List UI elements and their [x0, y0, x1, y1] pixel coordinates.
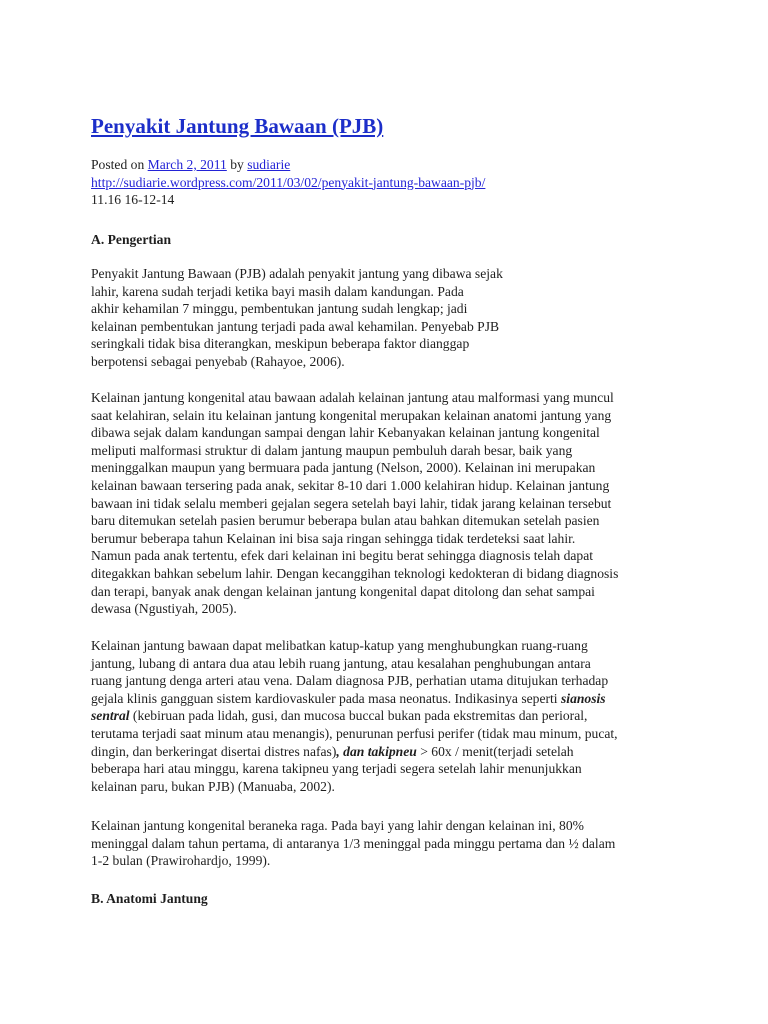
- paragraph-line: seringkali tidak bisa diterangkan, meskipun beberapa faktor dianggap: [91, 336, 470, 352]
- paragraph-line: terutama terjadi saat minum atau menangis), penurunan perfusi perifer (tidak mau minum, pucat,: [91, 725, 618, 741]
- post-title-link[interactable]: Penyakit Jantung Bawaan (PJB): [91, 114, 384, 138]
- paragraph-line: kelainan pembentukan jantung terjadi pada awal kehamilan. Penyebab PJB: [91, 318, 500, 334]
- paragraph-line: ditegakkan bahkan sebelum lahir. Dengan kecanggihan teknologi kedokteran di bidang diagnosis: [91, 565, 619, 581]
- paragraph-line: meninggalkan maupun yang bermuara pada jantung (Nelson, 2000). Kelainan ini merupakan: [91, 460, 596, 476]
- paragraph-line: beberapa hari atau minggu, karena takipneu yang terjadi segera setelah lahir menunjukkan: [91, 761, 582, 777]
- paragraph-line: [91, 743, 618, 761]
- paragraph-line: Penyakit Jantung Bawaan (PJB) adalah penyakit jantung yang dibawa sejak: [91, 266, 503, 281]
- text-run: gejala klinis gangguan sistem kardiovaskuler pada masa neonatus. Indikasinya seperti: [91, 690, 561, 706]
- paragraph-line: kelainan paru, bukan PJB) (Manuaba, 2002).: [91, 778, 335, 794]
- paragraph-line: ruang jantung denga arteri atau vena. Dalam diagnosa PJB, perhatian utama ditujukan terhadap: [91, 673, 609, 689]
- paragraph-line: saat kelahiran, selain itu kelainan jantung kongenital merupakan kelainan anatomi jantung yang: [91, 407, 612, 423]
- section-a-heading: A. Pengertian: [91, 232, 172, 247]
- paragraph-line: dan terapi, banyak anak dengan kelainan jantung kongenital dapat ditolong dan sehat sampai: [91, 583, 595, 599]
- emphasis-takipneu: , dan takipneu: [336, 743, 417, 759]
- paragraph-line: bawaan ini tidak selalu memberi gejalan segera setelah bayi lahir, tidak jarang kelainan tersebut: [91, 495, 612, 511]
- paragraph-3: [91, 637, 618, 795]
- paragraph-line: Namun pada anak tertentu, efek dari kelainan ini begitu berat sehingga diagnosis telah dapat: [91, 548, 594, 564]
- paragraph-line: dewasa (Ngustiyah, 2005).: [91, 601, 237, 617]
- paragraph-line: berumur beberapa tahun Kelainan ini bisa saja ringan sehingga tidak terdeteksi saat lahir.: [91, 530, 576, 546]
- paragraph-line: kelainan bawaan tersering pada anak, sekitar 8-10 dari 1.000 kelahiran hidup. Kelainan jantung: [91, 477, 610, 493]
- paragraph-line: baru ditemukan setelah pasien berumur beberapa bulan atau bahkan ditemukan setelah pasien: [91, 513, 600, 529]
- paragraph-line: jantung, lubang di antara dua atau lebih ruang jantung, atau kesalahan penghubungan antara: [91, 655, 591, 671]
- paragraph-line: lahir, karena sudah terjadi ketika bayi masih dalam kandungan. Pada: [91, 283, 464, 299]
- paragraph-line: berpotensi sebagai penyebab (Rahayoe, 2006).: [91, 353, 345, 369]
- paragraph-line: Kelainan jantung bawaan dapat melibatkan katup-katup yang menghubungkan ruang-ruang: [91, 638, 588, 653]
- paragraph-line: Kelainan jantung kongenital beraneka raga. Pada bayi yang lahir dengan kelainan ini, 80%: [91, 818, 584, 833]
- section-b-heading: B. Anatomi Jantung: [91, 891, 208, 906]
- paragraph-2: [91, 389, 618, 618]
- paragraph-line: Kelainan jantung kongenital atau bawaan adalah kelainan jantung atau malformasi yang muncul: [91, 390, 614, 405]
- paragraph-1: [91, 265, 503, 371]
- author-link[interactable]: sudiarie: [247, 157, 291, 172]
- paragraph-line: meliputi malformasi struktur di dalam jantung maupun pembuluh darah besar, baik yang: [91, 442, 573, 458]
- paragraph-line: dibawa sejak dalam kandungan sampai dengan lahir Kebanyakan kelainan jantung kongenital: [91, 425, 600, 441]
- paragraph-4: [91, 817, 615, 870]
- paragraph-line: [91, 707, 618, 725]
- paragraph-line: akhir kehamilan 7 minggu, pembentukan jantung sudah lengkap; jadi: [91, 301, 468, 317]
- text-run: dingin, dan berkeringat disertai distres nafas): [91, 743, 337, 759]
- posted-line: [91, 156, 731, 174]
- post-meta: [91, 156, 731, 209]
- posted-on-label: Posted on: [91, 157, 145, 172]
- post-date-link[interactable]: March 2, 2011: [147, 157, 227, 172]
- post-timestamp: 11.16 16-12-14: [91, 192, 175, 208]
- paragraph-line: [91, 690, 618, 708]
- post-title: [91, 112, 383, 140]
- emphasis-sianosis: sianosis: [561, 690, 606, 706]
- paragraph-line: meninggal dalam tahun pertama, di antaranya 1/3 meninggal pada minggu pertama dan ½ dalam: [91, 835, 616, 851]
- paragraph-line: 1-2 bulan (Prawirohardjo, 1999).: [91, 853, 271, 869]
- post-url-link[interactable]: http://sudiarie.wordpress.com/2011/03/02/penyakit-jantung-bawaan-pjb/: [91, 174, 486, 190]
- by-label: by: [230, 157, 244, 172]
- text-run: > 60x / menit(terjadi setelah: [416, 743, 574, 759]
- text-run: (kebiruan pada lidah, gusi, dan mucosa buccal bukan pada ekstremitas dan perioral,: [129, 708, 588, 724]
- emphasis-sentral: sentral: [91, 708, 130, 724]
